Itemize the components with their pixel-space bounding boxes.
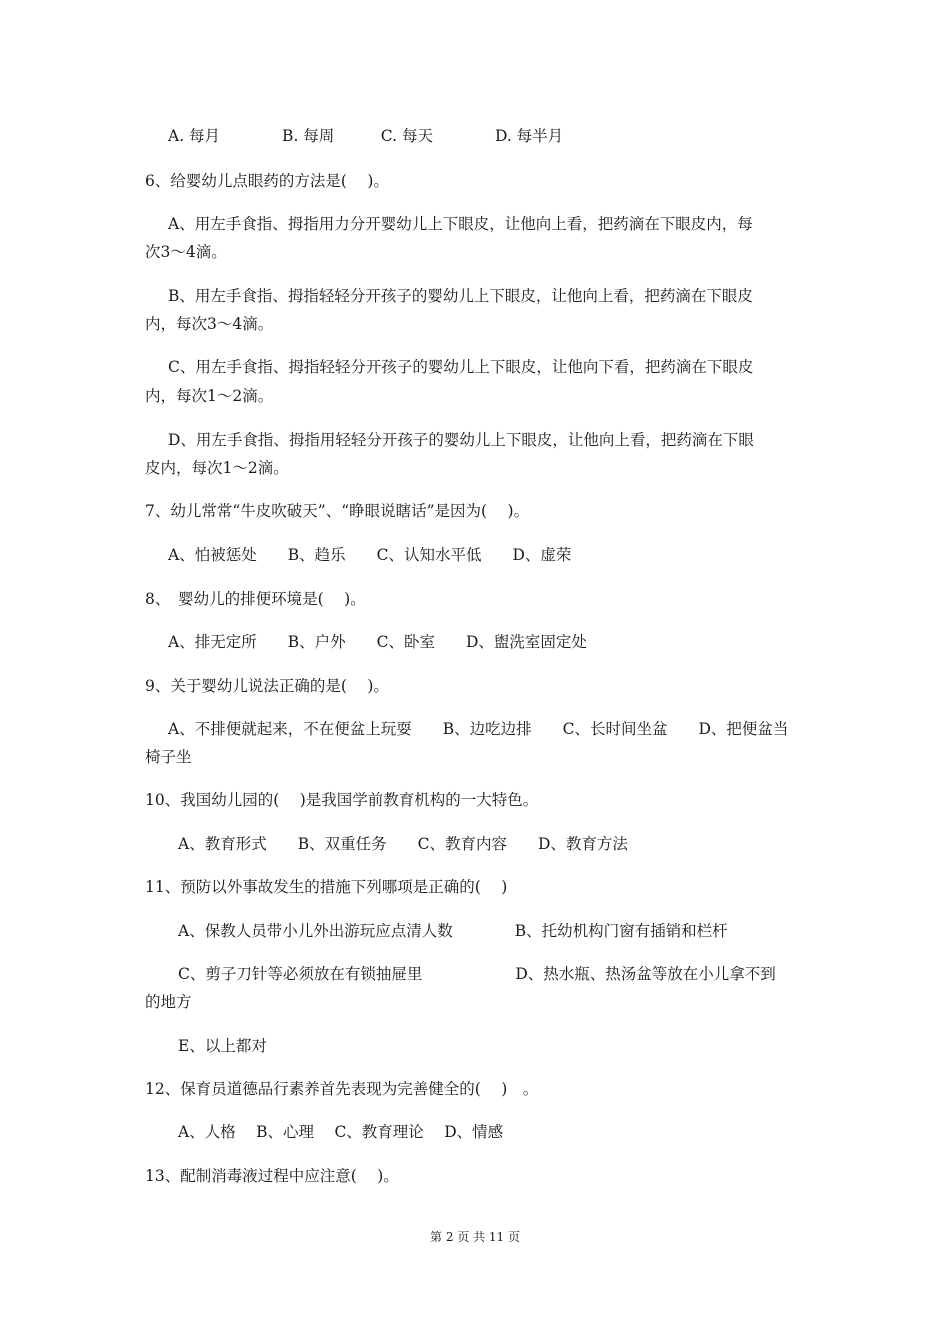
page-footer: 第 2 页 共 11 页: [430, 1230, 520, 1244]
q6-option-d-cont: 皮内，每次1～2滴。: [145, 459, 289, 477]
q11-option-e: E、以上都对: [178, 1037, 267, 1055]
q6-option-b: B、用左手食指、拇指轻轻分开孩子的婴幼儿上下眼皮，让他向上看，把药滴在下眼皮: [168, 287, 753, 305]
q12-question: 12、保育员道德品行素养首先表现为完善健全的( ) 。: [145, 1080, 539, 1098]
q10-options: A、教育形式 B、双重任务 C、教育内容 D、教育方法: [178, 835, 628, 853]
q9-question: 9、关于婴幼儿说法正确的是( )。: [145, 677, 389, 695]
q10-question: 10、我国幼儿园的( )是我国学前教育机构的一大特色。: [145, 791, 539, 809]
q6-question: 6、给婴幼儿点眼药的方法是( )。: [145, 172, 389, 190]
q7-options: A、怕被惩处 B、趋乐 C、认知水平低 D、虚荣: [168, 546, 572, 564]
q6-option-b-cont: 内，每次3～4滴。: [145, 315, 274, 333]
q9-options-cont: 椅子坐: [145, 748, 192, 766]
q6-option-a: A、用左手食指、拇指用力分开婴幼儿上下眼皮，让他向上看，把药滴在下眼皮内，每: [168, 215, 753, 233]
q11-options-cd-cont: 的地方: [145, 993, 192, 1011]
q8-options: A、排无定所 B、户外 C、卧室 D、盥洗室固定处: [168, 633, 587, 651]
q13-question: 13、配制消毒液过程中应注意( )。: [145, 1167, 399, 1185]
q8-question: 8、 婴幼儿的排便环境是( )。: [145, 590, 366, 608]
q6-option-a-cont: 次3～4滴。: [145, 243, 227, 261]
q6-option-c: C、用左手食指、拇指轻轻分开孩子的婴幼儿上下眼皮，让他向下看，把药滴在下眼皮: [168, 358, 754, 376]
q9-options: A、不排便就起来，不在便盆上玩耍 B、边吃边排 C、长时间坐盆 D、把便盆当: [168, 720, 789, 738]
q11-options-ab: A、保教人员带小儿外出游玩应点清人数 B、托幼机构门窗有插销和栏杆: [178, 922, 728, 940]
q11-question: 11、预防以外事故发生的措施下列哪项是正确的( ): [145, 878, 508, 896]
q6-option-d: D、用左手食指、拇指用轻轻分开孩子的婴幼儿上下眼皮，让他向上看，把药滴在下眼: [168, 431, 754, 449]
q5-options: A. 每月 B. 每周 C. 每天 D. 每半月: [168, 127, 564, 145]
q6-option-c-cont: 内，每次1～2滴。: [145, 387, 274, 405]
q7-question: 7、幼儿常常“牛皮吹破天”、“睁眼说瞎话”是因为( )。: [145, 502, 530, 520]
q11-options-cd: C、剪子刀针等必须放在有锁抽屉里 D、热水瓶、热汤盆等放在小儿拿不到: [178, 965, 776, 983]
q12-options: A、人格 B、心理 C、教育理论 D、情感: [178, 1123, 504, 1141]
